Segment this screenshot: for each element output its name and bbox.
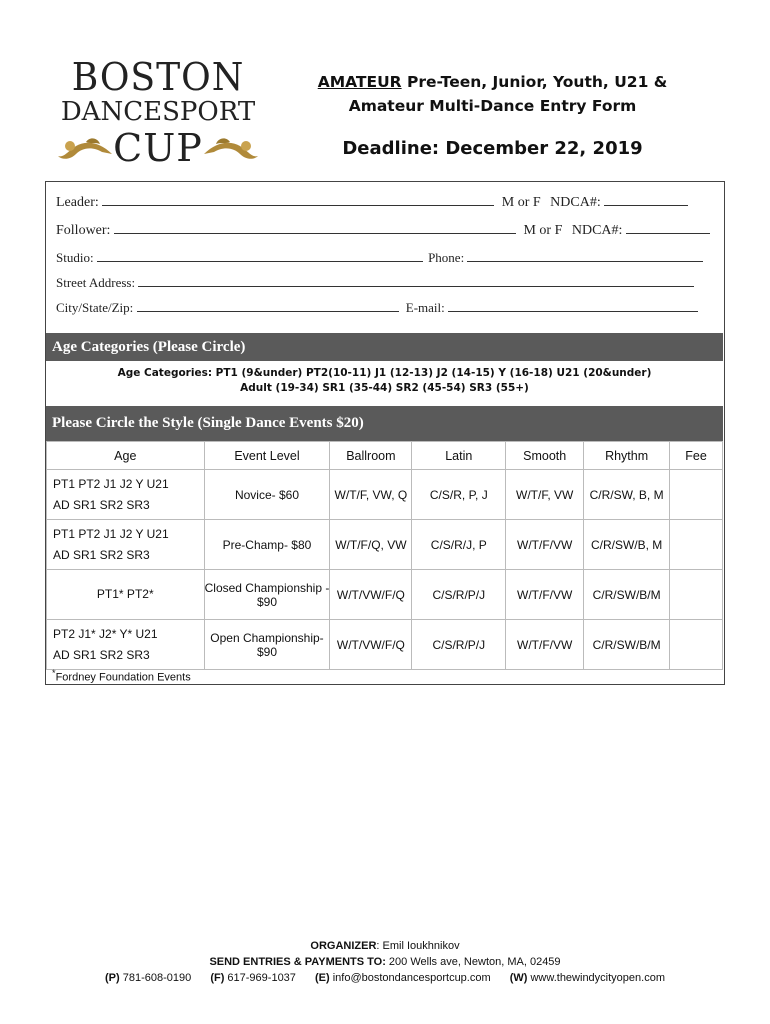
- phone-contact-value: 781-608-0190: [119, 972, 192, 984]
- row-smooth[interactable]: W/T/F/VW: [506, 620, 584, 670]
- send-line: [0, 954, 770, 970]
- right-ornament-icon: [202, 136, 260, 162]
- phone-label: Phone:: [428, 250, 465, 265]
- header-age: Age: [47, 442, 205, 470]
- email-contact[interactable]: [315, 972, 491, 984]
- phone-contact-label: (P): [105, 972, 120, 984]
- header-event-level: Event Level: [204, 442, 330, 470]
- row-rhythm[interactable]: C/R/SW/B/M: [584, 620, 670, 670]
- organizer-label: ORGANIZER: [310, 940, 377, 952]
- row-age[interactable]: [47, 620, 205, 670]
- header-rhythm: Rhythm: [584, 442, 670, 470]
- header-smooth: Smooth: [506, 442, 584, 470]
- boston-dancesport-cup-logo: [50, 55, 266, 170]
- leader-ndca-input[interactable]: [604, 193, 688, 206]
- follower-ndca-label: NDCA#:: [571, 223, 623, 238]
- phone-contact: [105, 972, 191, 984]
- street-row: [56, 274, 694, 291]
- email-contact-value[interactable]: info@bostondancesportcup.com: [329, 972, 491, 984]
- footnote-mark: *: [52, 668, 56, 678]
- row-age[interactable]: [47, 470, 205, 520]
- row-latin[interactable]: C/S/R/J, P: [412, 520, 506, 570]
- follower-ndca-input[interactable]: [626, 221, 710, 234]
- title-rest: Pre-Teen, Junior, Youth, U21 &: [401, 73, 668, 91]
- row-fee[interactable]: [670, 570, 723, 620]
- leader-label: Leader:: [56, 195, 99, 210]
- row-level: Novice- $60: [204, 470, 330, 520]
- row-latin[interactable]: C/S/R/P/J: [412, 570, 506, 620]
- row-level: Pre-Champ- $80: [204, 520, 330, 570]
- row-latin[interactable]: C/S/R/P/J: [412, 620, 506, 670]
- logo-line-boston: BOSTON: [71, 55, 245, 99]
- send-label: SEND ENTRIES & PAYMENTS TO:: [209, 956, 386, 968]
- row-latin[interactable]: C/S/R, P, J: [412, 470, 506, 520]
- city-input[interactable]: [137, 299, 399, 312]
- leader-mf[interactable]: M or F: [501, 195, 541, 210]
- city-label: City/State/Zip:: [56, 300, 134, 315]
- follower-mf[interactable]: M or F: [523, 223, 563, 238]
- age-line2[interactable]: AD SR1 SR2 SR3: [53, 547, 150, 562]
- row-ballroom[interactable]: W/T/F/Q, VW: [330, 520, 412, 570]
- table-header-row: [47, 442, 723, 470]
- header-fee: Fee: [670, 442, 723, 470]
- follower-label: Follower:: [56, 223, 111, 238]
- logo-line-cup: CUP: [113, 126, 203, 170]
- age-line1[interactable]: PT1 PT2 J1 J2 Y U21: [53, 476, 169, 491]
- age-line2[interactable]: AD SR1 SR2 SR3: [53, 497, 150, 512]
- leader-ndca-label: NDCA#:: [550, 195, 601, 210]
- events-table: [46, 441, 723, 670]
- table-row: [47, 620, 723, 670]
- age-line1[interactable]: PT1* PT2*: [96, 587, 154, 601]
- table-row: [47, 570, 723, 620]
- logo-line-dancesport: DANCESPORT: [60, 97, 256, 127]
- studio-label: Studio:: [56, 250, 94, 265]
- row-fee[interactable]: [670, 470, 723, 520]
- age-categories-band: Age Categories (Please Circle): [46, 333, 723, 361]
- fax-contact-label: (F): [210, 972, 225, 984]
- row-age[interactable]: [47, 520, 205, 570]
- header-ballroom: Ballroom: [330, 442, 412, 470]
- row-ballroom[interactable]: W/T/VW/F/Q: [330, 620, 412, 670]
- follower-row: [56, 221, 710, 239]
- title-amateur: AMATEUR: [317, 73, 402, 91]
- fax-contact-value: 617-969-1037: [224, 972, 296, 984]
- city-row: [56, 299, 698, 316]
- footnote: [52, 668, 191, 684]
- title-line2: Amateur Multi-Dance Entry Form: [348, 97, 637, 115]
- age-line2[interactable]: AD SR1 SR2 SR3: [53, 647, 150, 662]
- row-level: Open Championship- $90: [204, 620, 330, 670]
- studio-input[interactable]: [97, 249, 423, 262]
- organizer-line: [0, 938, 770, 954]
- web-contact-label: (W): [509, 972, 528, 984]
- age-line1[interactable]: PT2 J1* J2* Y* U21: [53, 626, 158, 641]
- footer: [0, 938, 770, 986]
- footnote-text: Fordney Foundation Events: [55, 671, 191, 684]
- row-ballroom[interactable]: W/T/VW/F/Q: [330, 570, 412, 620]
- row-age[interactable]: [47, 570, 205, 620]
- style-band: Please Circle the Style (Single Dance Events $20): [46, 406, 723, 441]
- fax-contact: [210, 972, 296, 984]
- form-title: [305, 70, 680, 118]
- table-row: [47, 520, 723, 570]
- organizer-name: : Emil Ioukhnikov: [376, 940, 460, 952]
- age-categories-line2: Adult (19-34) SR1 (35-44) SR2 (45-54) SR3 (55+): [240, 382, 529, 394]
- street-input[interactable]: [138, 274, 694, 287]
- email-label: E-mail:: [405, 300, 445, 315]
- row-smooth[interactable]: W/T/F/VW: [506, 520, 584, 570]
- follower-input[interactable]: [114, 221, 516, 234]
- leader-row: [56, 193, 688, 211]
- leader-input[interactable]: [102, 193, 494, 206]
- row-smooth[interactable]: W/T/F, VW: [506, 470, 584, 520]
- age-categories-list: [46, 366, 723, 396]
- entry-form-box: [45, 181, 725, 685]
- email-input[interactable]: [448, 299, 698, 312]
- phone-input[interactable]: [467, 249, 703, 262]
- row-rhythm[interactable]: C/R/SW/B, M: [584, 520, 670, 570]
- age-line1[interactable]: PT1 PT2 J1 J2 Y U21: [53, 526, 169, 541]
- row-level: Closed Championship - $90: [204, 570, 330, 620]
- row-ballroom[interactable]: W/T/F, VW, Q: [330, 470, 412, 520]
- row-fee[interactable]: [670, 620, 723, 670]
- send-address: 200 Wells ave, Newton, MA, 02459: [385, 956, 561, 968]
- age-categories-line1: Age Categories: PT1 (9&under) PT2(10-11) J1 (12-13) J2 (14-15) Y (16-18) U21 (20&under): [117, 367, 652, 379]
- deadline: Deadline: December 22, 2019: [342, 138, 643, 159]
- left-ornament-icon: [56, 136, 114, 162]
- logo-cup-row: [50, 128, 266, 168]
- studio-row: [56, 249, 703, 266]
- contacts-line: [0, 970, 770, 986]
- row-smooth[interactable]: W/T/F/VW: [506, 570, 584, 620]
- web-contact[interactable]: [510, 972, 665, 984]
- email-contact-label: (E): [314, 972, 330, 984]
- header-latin: Latin: [412, 442, 506, 470]
- table-row: [47, 470, 723, 520]
- web-contact-value[interactable]: www.thewindycityopen.com: [527, 972, 665, 984]
- street-label: Street Address:: [56, 275, 136, 290]
- row-fee[interactable]: [670, 520, 723, 570]
- row-rhythm[interactable]: C/R/SW/B/M: [584, 570, 670, 620]
- row-rhythm[interactable]: C/R/SW, B, M: [584, 470, 670, 520]
